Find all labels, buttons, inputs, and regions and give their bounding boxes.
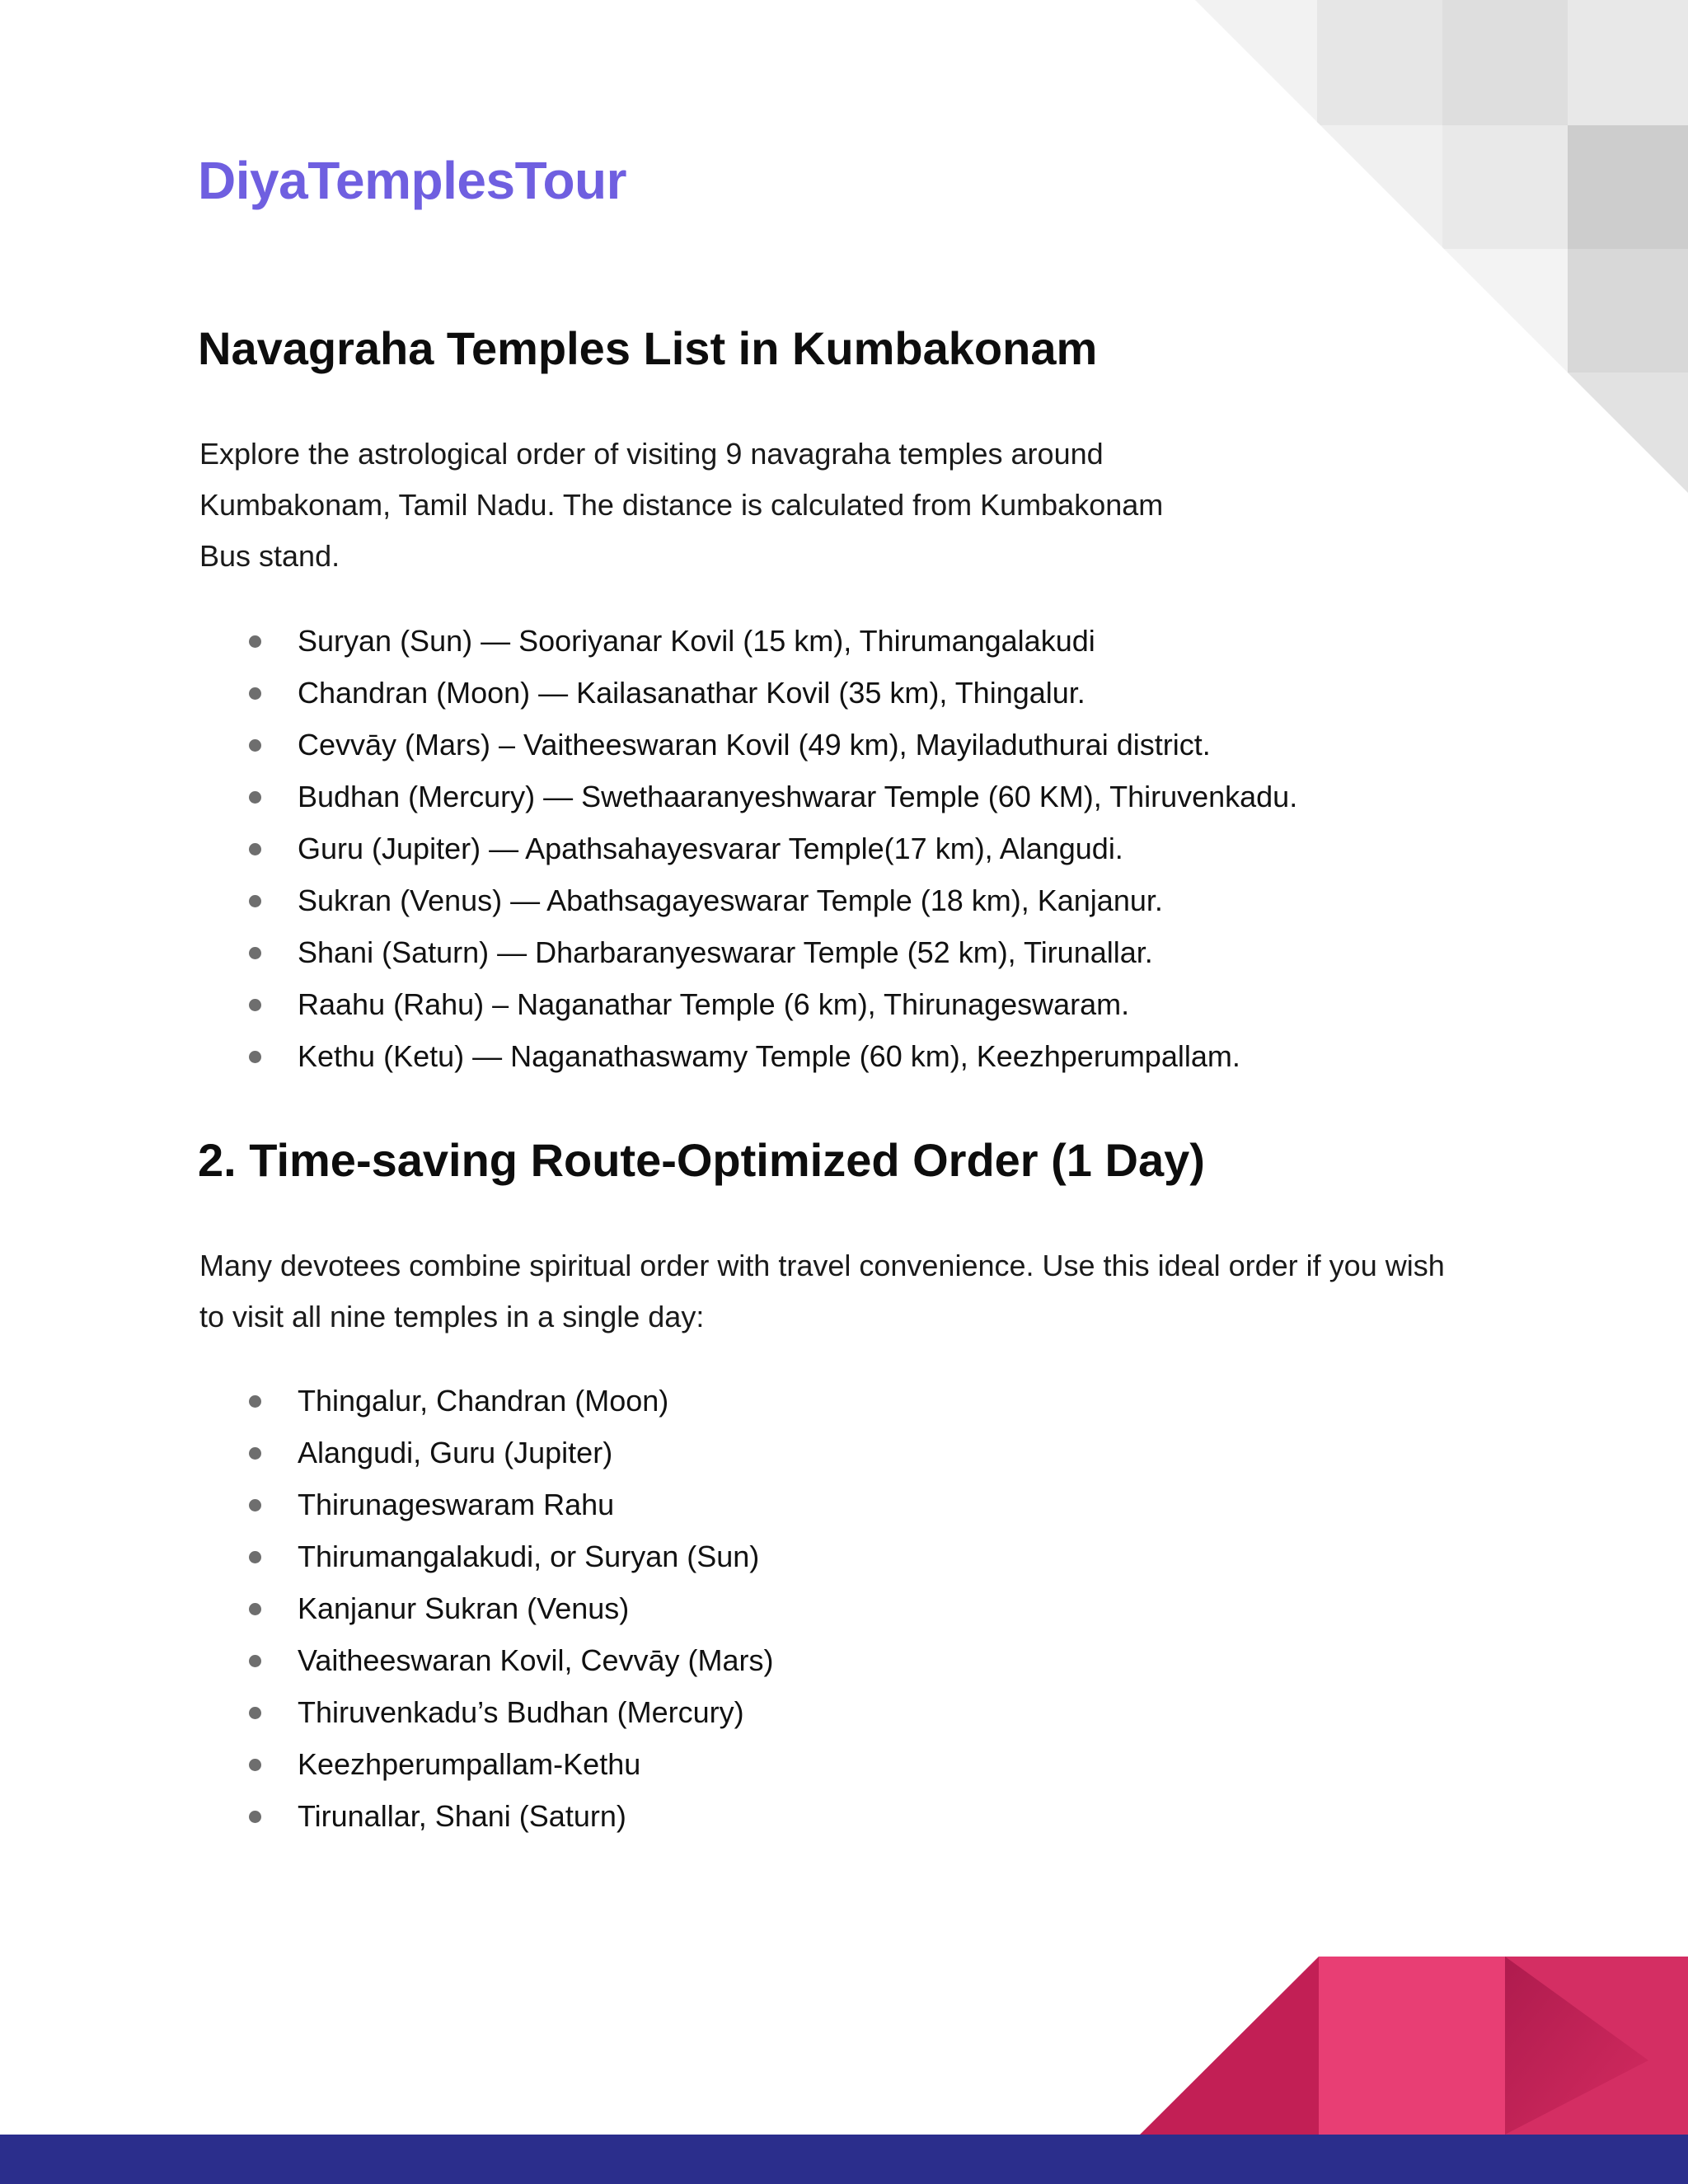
- list-item: [249, 1030, 1297, 1082]
- bullet-icon: [249, 999, 261, 1011]
- list-item-text: Thiruvenkadu’s Budhan (Mercury): [298, 1695, 744, 1729]
- bullet-icon: [249, 1551, 261, 1563]
- list-item-text: Cevvāy (Mars) – Vaitheeswaran Kovil (49 km), Mayiladuthurai district.: [298, 728, 1211, 762]
- list-item-text: Kethu (Ketu) — Naganathaswamy Temple (60 km), Keezhperumpallam.: [298, 1039, 1240, 1073]
- list-item: [249, 1738, 774, 1790]
- bullet-icon: [249, 1395, 261, 1408]
- list-item-text: Vaitheeswaran Kovil, Cevvāy (Mars): [298, 1643, 774, 1677]
- bullet-icon: [249, 791, 261, 804]
- list-item: [249, 1582, 774, 1634]
- bullet-icon: [249, 1499, 261, 1511]
- list-item: [249, 926, 1297, 978]
- list-item: [249, 1686, 774, 1738]
- section-intro-paragraph: [199, 429, 1230, 582]
- section-heading-route-order: 2. Time-saving Route-Optimized Order (1 Day): [198, 1134, 1205, 1186]
- bullet-icon: [249, 895, 261, 907]
- route-order-list: [249, 1375, 774, 1842]
- list-item-text: Thirunageswaram Rahu: [298, 1488, 615, 1521]
- list-item-text: Guru (Jupiter) — Apathsahayesvarar Temple(17 km), Alangudi.: [298, 832, 1123, 865]
- bullet-icon: [249, 1811, 261, 1823]
- footer-bar: [0, 2135, 1688, 2184]
- list-item: [249, 615, 1297, 667]
- list-item-text: Tirunallar, Shani (Saturn): [298, 1799, 626, 1833]
- bullet-icon: [249, 1603, 261, 1615]
- list-item: [249, 1375, 774, 1427]
- list-item: [249, 823, 1297, 874]
- intro-line: Bus stand.: [199, 539, 340, 573]
- list-item-text: Kanjanur Sukran (Venus): [298, 1591, 630, 1625]
- list-item: [249, 874, 1297, 926]
- top-right-mosaic: [1195, 0, 1688, 493]
- list-item-text: Sukran (Venus) — Abathsagayeswarar Temple (18 km), Kanjanur.: [298, 883, 1163, 917]
- list-item-text: Suryan (Sun) — Sooriyanar Kovil (15 km), Thirumangalakudi: [298, 624, 1095, 658]
- list-item: [249, 667, 1297, 719]
- list-item: [249, 1530, 774, 1582]
- brand-title: DiyaTemplesTour: [198, 151, 627, 210]
- bullet-icon: [249, 687, 261, 700]
- intro-line: Explore the astrological order of visiting 9 navagraha temples around: [199, 437, 1104, 471]
- list-item: [249, 978, 1297, 1030]
- bullet-icon: [249, 1655, 261, 1667]
- list-item: [249, 1427, 774, 1479]
- bullet-icon: [249, 635, 261, 648]
- list-item-text: Shani (Saturn) — Dharbaranyeswarar Temple (52 km), Tirunallar.: [298, 935, 1153, 969]
- list-item-text: Raahu (Rahu) – Naganathar Temple (6 km), Thirunageswaram.: [298, 987, 1130, 1021]
- bullet-icon: [249, 1707, 261, 1719]
- list-item-text: Keezhperumpallam-Kethu: [298, 1747, 641, 1781]
- temples-list: [249, 615, 1297, 1082]
- bullet-icon: [249, 1447, 261, 1460]
- bullet-icon: [249, 739, 261, 752]
- intro-line: Many devotees combine spiritual order with travel convenience. Use this ideal order if you wish: [199, 1249, 1445, 1282]
- intro-line: to visit all nine temples in a single day:: [199, 1300, 705, 1333]
- list-item: [249, 771, 1297, 823]
- list-item: [249, 719, 1297, 771]
- list-item: [249, 1790, 774, 1842]
- section-heading-temples-list: Navagraha Temples List in Kumbakonam: [198, 322, 1098, 374]
- list-item-text: Alangudi, Guru (Jupiter): [298, 1436, 613, 1469]
- list-item-text: Thingalur, Chandran (Moon): [298, 1384, 669, 1418]
- list-item-text: Thirumangalakudi, or Suryan (Sun): [298, 1540, 760, 1573]
- bottom-right-folds: [1140, 1957, 1688, 2135]
- bullet-icon: [249, 1051, 261, 1063]
- bullet-icon: [249, 947, 261, 959]
- bullet-icon: [249, 843, 261, 855]
- list-item: [249, 1479, 774, 1530]
- section-intro-paragraph: [199, 1240, 1518, 1343]
- list-item-text: Budhan (Mercury) — Swethaaranyeshwarar Temple (60 KM), Thiruvenkadu.: [298, 780, 1298, 813]
- list-item: [249, 1634, 774, 1686]
- bullet-icon: [249, 1759, 261, 1771]
- intro-line: Kumbakonam, Tamil Nadu. The distance is calculated from Kumbakonam: [199, 488, 1164, 522]
- list-item-text: Chandran (Moon) — Kailasanathar Kovil (35 km), Thingalur.: [298, 676, 1085, 710]
